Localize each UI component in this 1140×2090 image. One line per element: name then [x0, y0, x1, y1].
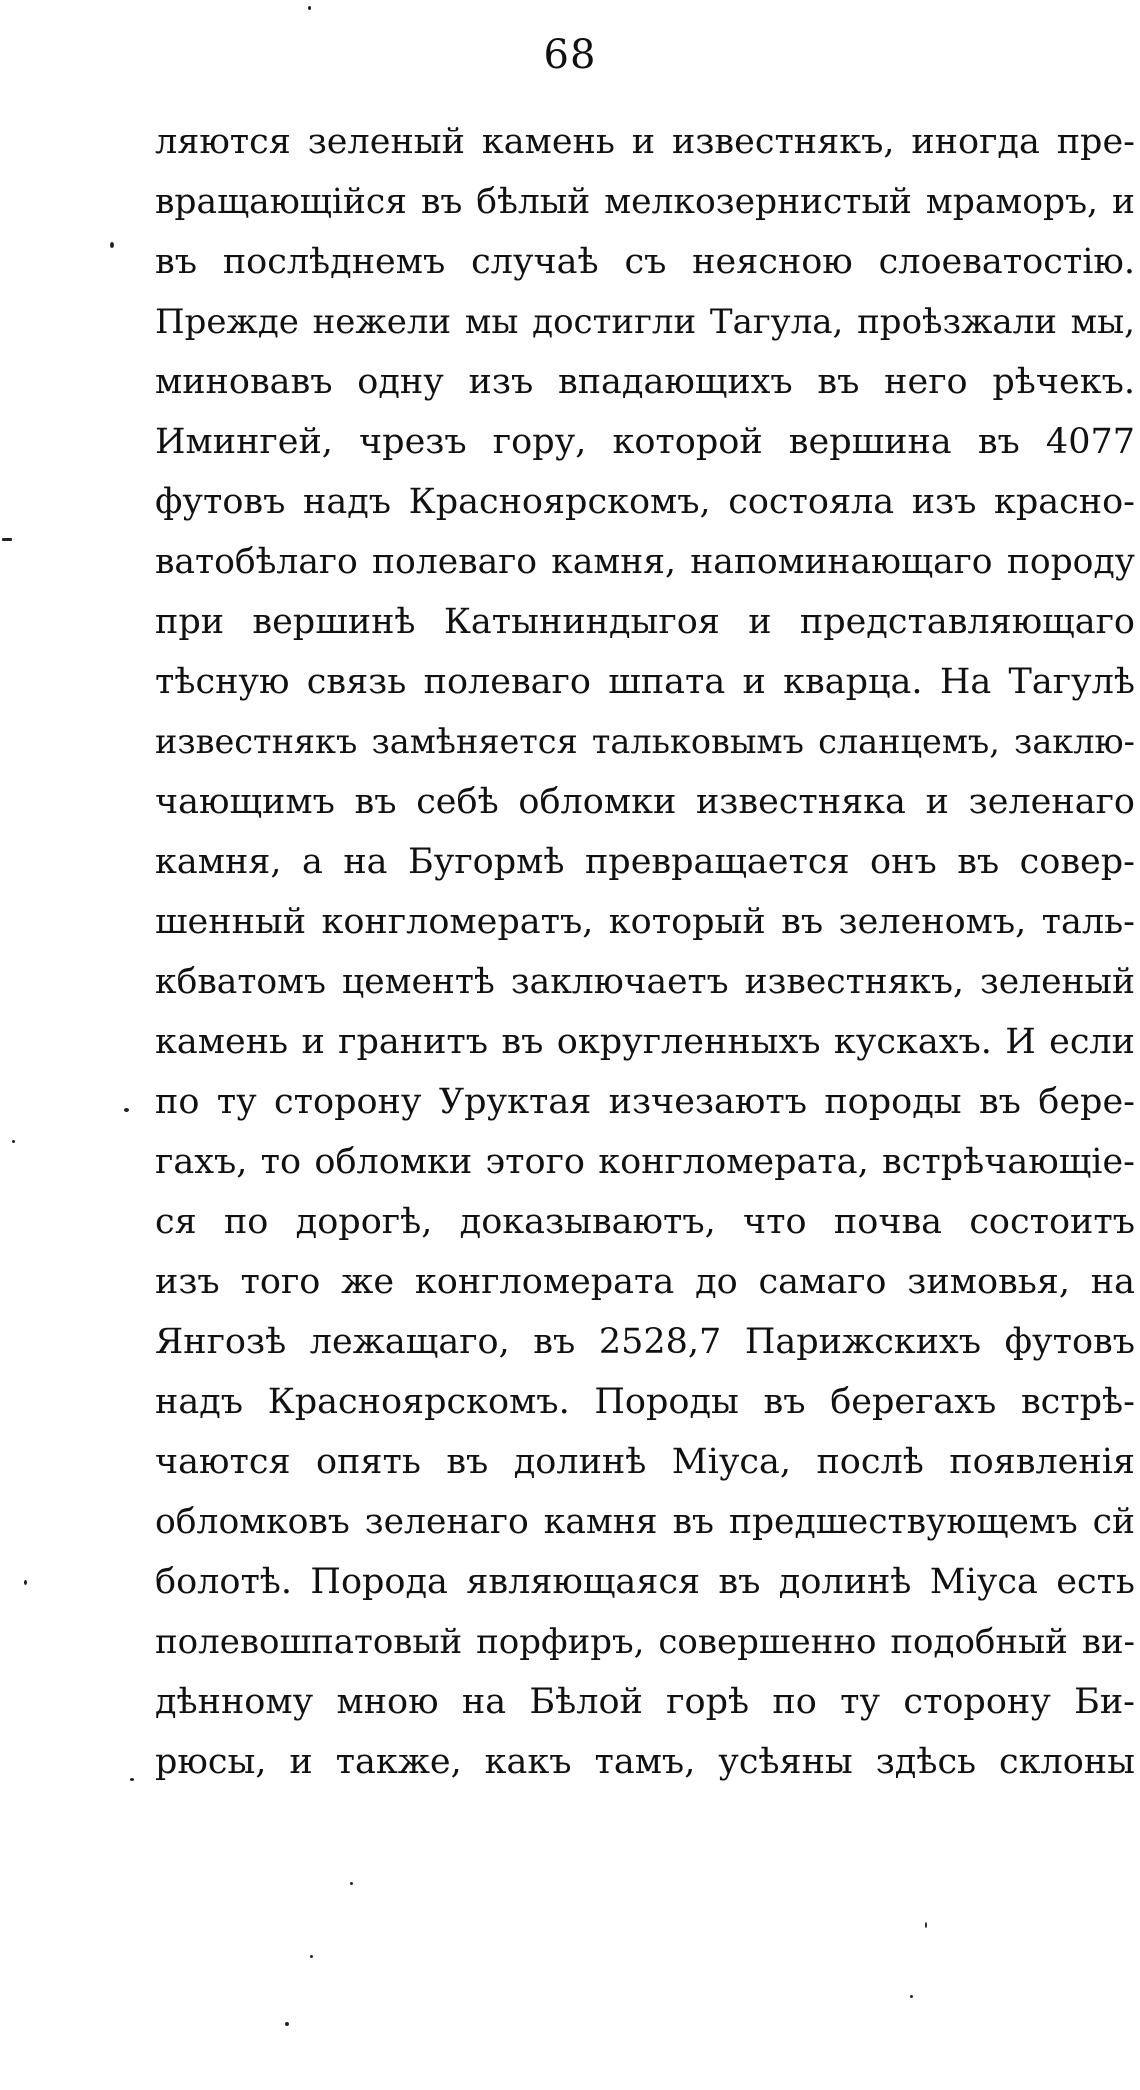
text-line: по ту сторону Уруктая изчезаютъ породы въ бере-: [155, 1082, 1135, 1122]
scan-speck: [310, 1955, 313, 1958]
text-line: тѣсную связь полеваго шпата и кварца. На Тагулѣ: [155, 662, 1135, 702]
scan-speck: [12, 1140, 15, 1143]
text-line: гахъ, то обломки этого конгломерата, встрѣчающіе-: [155, 1142, 1135, 1182]
text-line: надъ Красноярскомъ. Породы въ берегахъ встрѣ-: [155, 1382, 1135, 1422]
scan-speck: [130, 1778, 134, 1781]
scan-speck: [24, 1580, 27, 1585]
text-line: при вершинѣ Катыниндыгоя и представляющаго: [155, 602, 1135, 642]
text-line: болотѣ. Порода являющаяся въ долинѣ Міуса есть: [155, 1562, 1135, 1602]
text-line: изъ того же конгломерата до самаго зимовья, на: [155, 1262, 1135, 1302]
text-line: рюсы, и также, какъ тамъ, усѣяны здѣсь склоны: [155, 1742, 1135, 1782]
text-line: ся по дорогѣ, доказываютъ, что почва состоитъ: [155, 1202, 1135, 1242]
scan-speck: [350, 1882, 353, 1885]
text-line: ватобѣлаго полеваго камня, напоминающаго породу: [155, 542, 1135, 582]
scan-speck: [308, 6, 311, 10]
text-line: камня, а на Бугормѣ превращается онъ въ совер-: [155, 842, 1135, 882]
text-line: обломковъ зеленаго камня въ предшествующемъ сй: [155, 1502, 1135, 1542]
text-line: чаются опять въ долинѣ Міуса, послѣ появленія: [155, 1442, 1135, 1482]
text-line: миновавъ одну изъ впадающихъ въ него рѣчекъ.: [155, 362, 1135, 402]
text-line: футовъ надъ Красноярскомъ, состояла изъ красно-: [155, 482, 1135, 522]
text-line: вращающійся въ бѣлый мелкозернистый мраморъ, и: [155, 182, 1135, 222]
text-line: ляются зеленый камень и известнякъ, иногда пре-: [155, 122, 1135, 162]
text-line: Имингей, чрезъ гору, которой вершина въ 4077: [155, 422, 1135, 462]
scan-speck: [285, 2022, 289, 2026]
text-line: полевошпатовый порфиръ, совершенно подобный ви-: [155, 1622, 1135, 1662]
text-line: кбватомъ цементѣ заключаетъ известнякъ, зеленый: [155, 962, 1135, 1002]
text-line: дѣнному мною на Бѣлой горѣ по ту сторону Би-: [155, 1682, 1135, 1722]
scan-speck: [925, 1922, 927, 1928]
scan-speck: [110, 242, 114, 248]
body-text: [155, 112, 1135, 1792]
text-line: камень и гранитъ въ округленныхъ кускахъ. И если: [155, 1022, 1135, 1062]
scan-speck: [910, 1995, 913, 1998]
text-line: шенный конгломератъ, который въ зеленомъ, таль-: [155, 902, 1135, 942]
text-line: известнякъ замѣняется тальковымъ сланцемъ, заклю-: [155, 722, 1135, 761]
page-number: 68: [543, 32, 597, 78]
text-line: Янгозѣ лежащаго, въ 2528,7 Парижскихъ футовъ: [155, 1322, 1135, 1362]
text-line: въ послѣднемъ случаѣ съ неясною слоеватостію.: [155, 242, 1135, 282]
scan-speck: [2, 538, 12, 541]
scan-speck: [124, 1108, 129, 1112]
text-line: Прежде нежели мы достигли Тагула, проѣзжали мы,: [155, 302, 1135, 342]
text-line: чающимъ въ себѣ обломки известняка и зеленаго: [155, 782, 1135, 822]
